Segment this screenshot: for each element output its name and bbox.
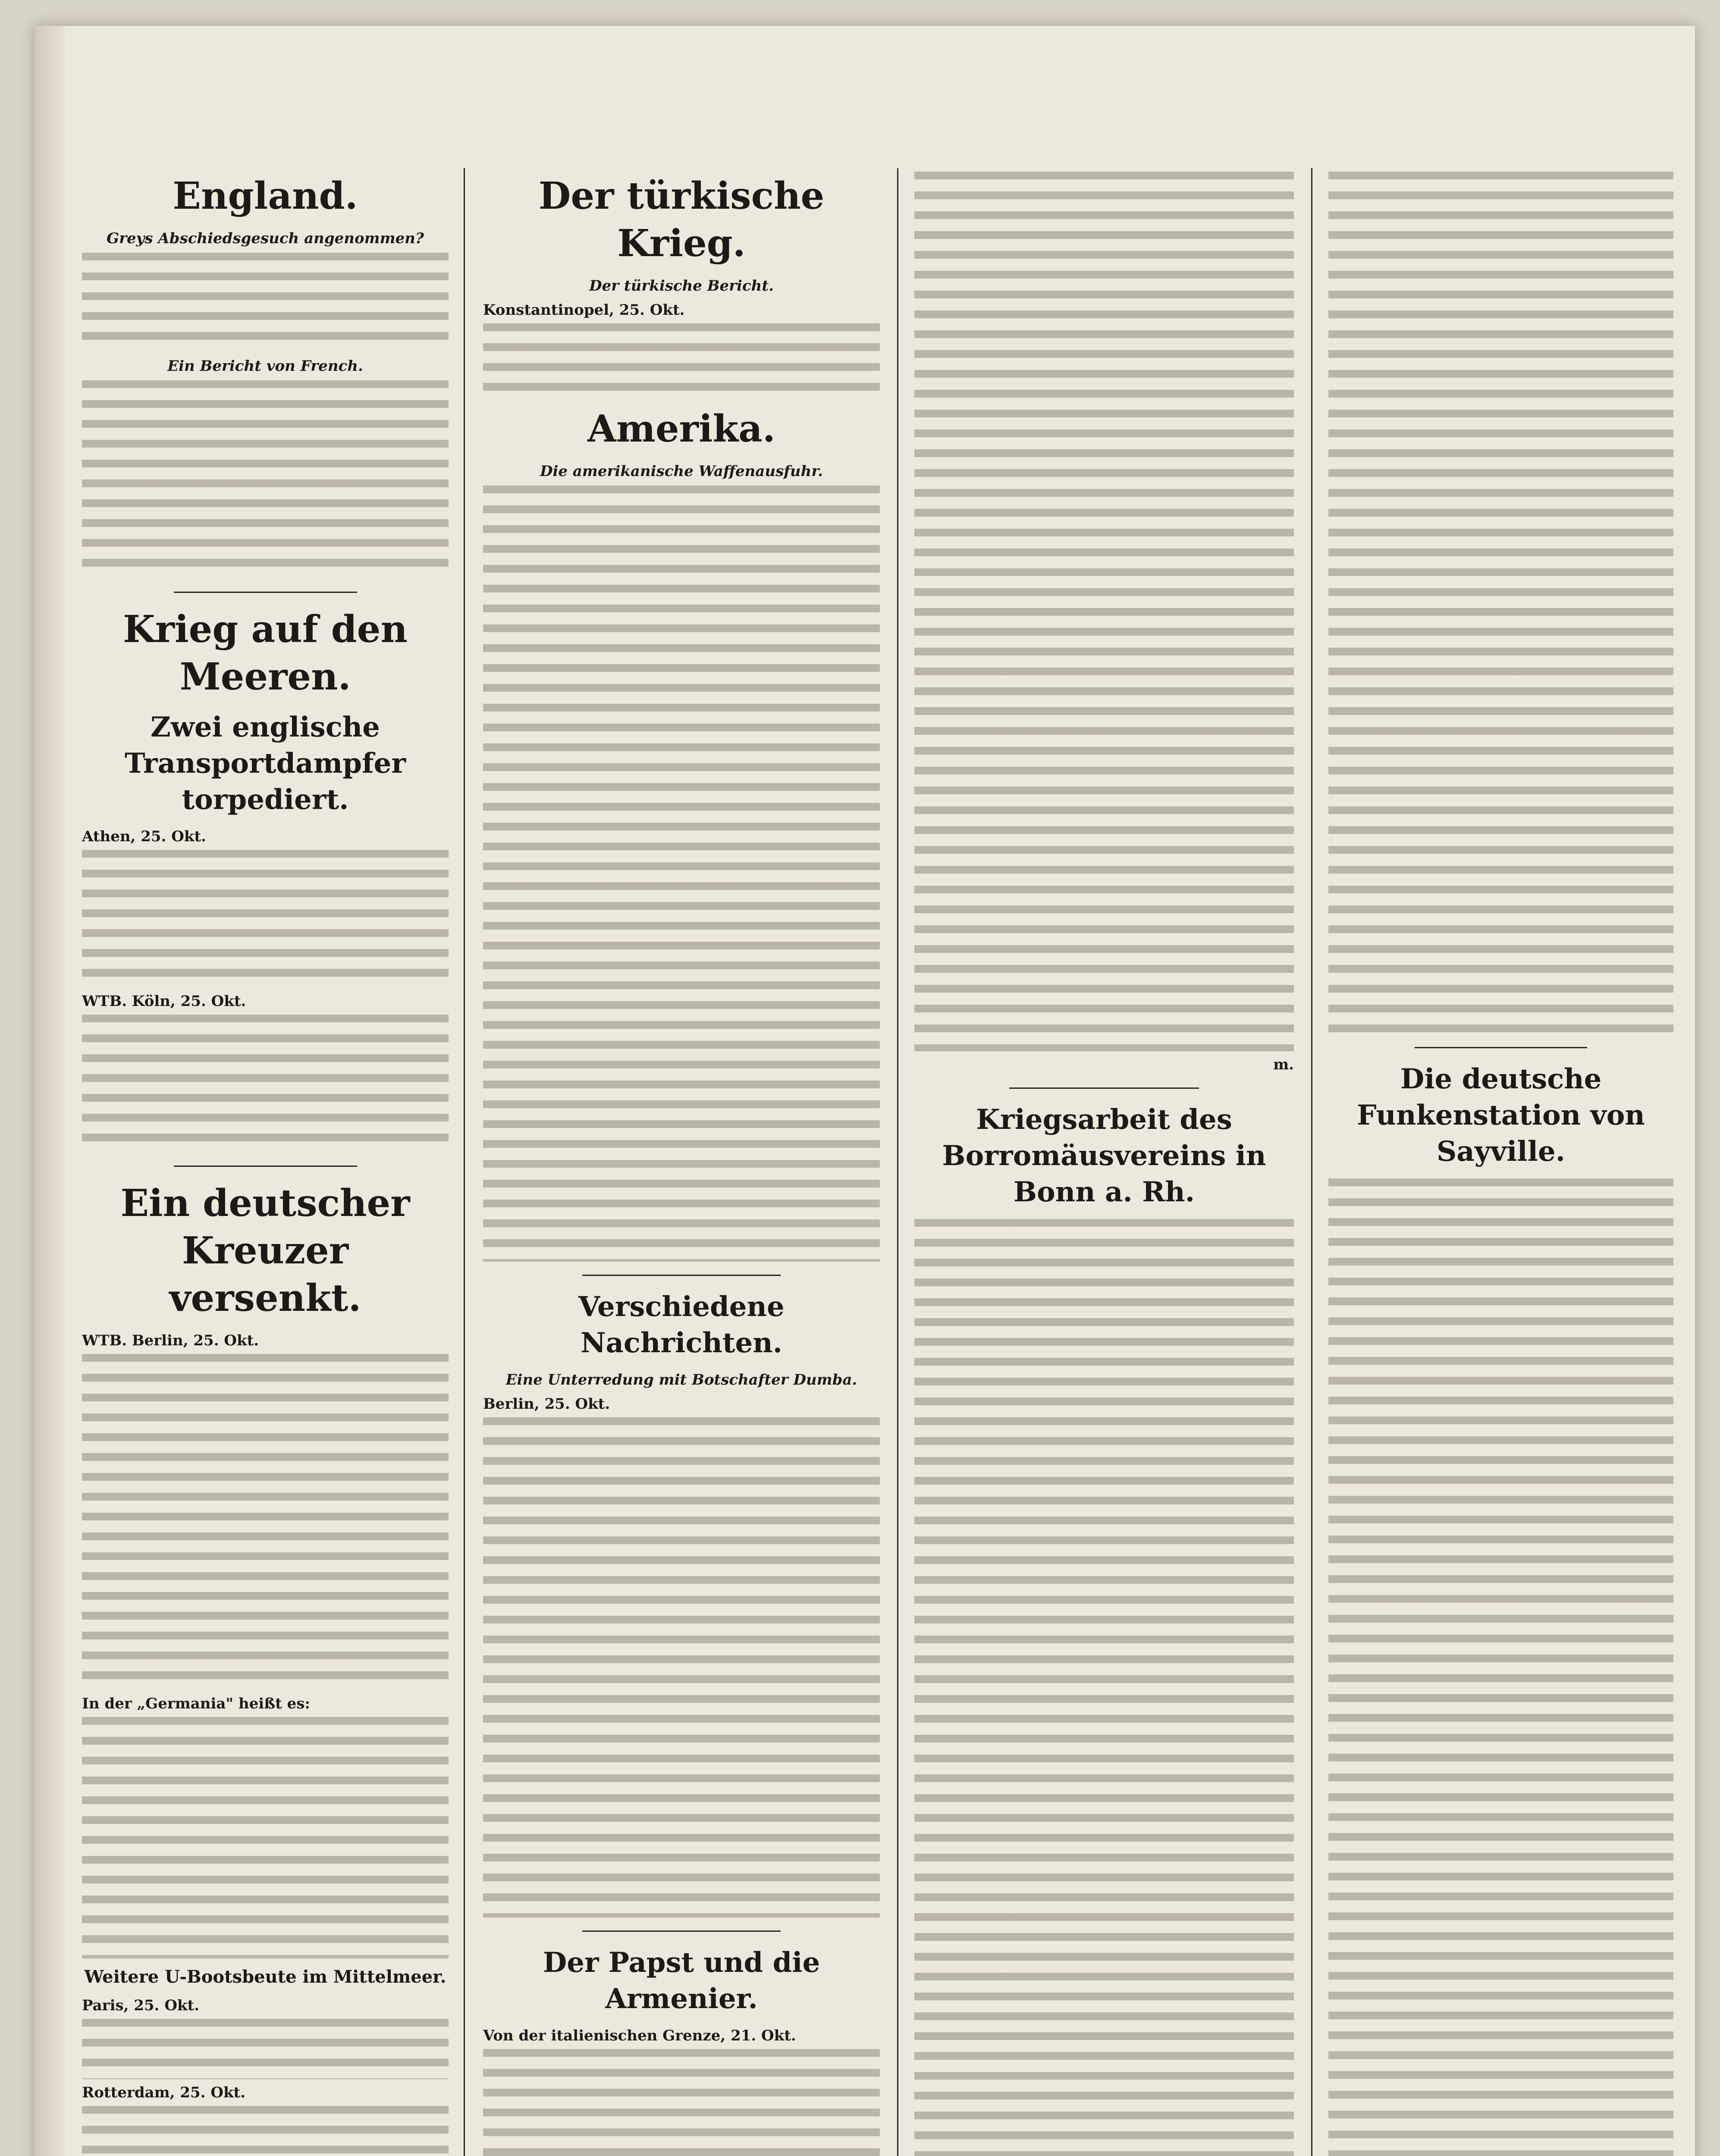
dateline: WTB. Berlin, 25. Okt. <box>82 1332 259 1349</box>
subhead-bericht: Der türkische Bericht. <box>589 277 774 295</box>
signature: m. <box>1273 1056 1294 1073</box>
text-placeholder <box>483 323 880 401</box>
newspaper-page <box>35 26 1695 2156</box>
headline-tuerkisch: Der türkische Krieg. <box>538 174 825 265</box>
separator <box>174 1166 357 1167</box>
dateline: WTB. Köln, 25. Okt. <box>82 993 246 1010</box>
text-placeholder <box>82 253 449 352</box>
text-placeholder <box>914 172 1294 1051</box>
column-3 <box>914 168 1294 2156</box>
headline-transport: Zwei englische Transportdampfer torpediert. <box>124 711 406 816</box>
column-1 <box>82 168 449 2156</box>
text-placeholder <box>82 1717 449 1959</box>
headline-kreuzer: Ein deutscher Kreuzer versenkt. <box>120 1181 410 1320</box>
text-placeholder <box>1328 1178 1673 2156</box>
text-placeholder <box>82 850 449 988</box>
dateline: Konstantinopel, 25. Okt. <box>483 301 685 319</box>
column-rule <box>897 168 898 2156</box>
separator <box>582 1275 781 1276</box>
subhead-ubootsbeute: Weitere U-Bootsbeute im Mittelmeer. <box>84 1967 446 1987</box>
subhead-french: Ein Bericht von French. <box>167 357 363 375</box>
column-rule <box>464 168 465 2156</box>
text-placeholder <box>82 380 449 579</box>
subhead-waffenausfuhr: Die amerikanische Waffenausfuhr. <box>540 463 823 480</box>
separator <box>1415 1047 1587 1048</box>
text-placeholder <box>82 2106 449 2156</box>
text-placeholder <box>82 2019 449 2079</box>
headline-england: England. <box>173 174 358 218</box>
text-placeholder <box>483 2049 880 2156</box>
text-placeholder <box>483 486 880 1262</box>
binding-edge <box>35 26 65 2156</box>
text-placeholder <box>1328 172 1673 1034</box>
column-rule <box>1311 168 1312 2156</box>
dateline: Paris, 25. Okt. <box>82 1997 200 2014</box>
subhead-grey: Greys Abschiedsgesuch angenommen? <box>107 230 424 247</box>
separator <box>582 1930 781 1932</box>
text-placeholder <box>82 1015 449 1153</box>
headline-kriegsarbeit: Kriegsarbeit des Borromäusvereins in Bonn a. Rh. <box>942 1103 1266 1208</box>
dateline: Von der italienischen Grenze, 21. Okt. <box>483 2027 796 2044</box>
column-4 <box>1328 168 1673 2156</box>
text-placeholder <box>82 1354 449 1690</box>
dateline: Athen, 25. Okt. <box>82 828 206 845</box>
subhead-dumba: Eine Unterredung mit Botschafter Dumba. <box>505 1371 857 1388</box>
headline-funkenstation: Die deutsche Funkenstation von Sayville. <box>1357 1063 1645 1168</box>
headline-meeren: Krieg auf den Meeren. <box>122 608 408 699</box>
dateline: Berlin, 25. Okt. <box>483 1395 610 1413</box>
text-placeholder <box>483 1417 880 1918</box>
dateline: Rotterdam, 25. Okt. <box>82 2084 246 2101</box>
separator <box>174 592 357 593</box>
separator <box>1009 1087 1199 1089</box>
headline-papst: Der Papst und die Armenier. <box>543 1946 820 2015</box>
headline-verschiedene: Verschiedene Nachrichten. <box>578 1291 785 1359</box>
column-2 <box>483 168 880 2156</box>
dateline: In der „Germania" heißt es: <box>82 1695 310 1712</box>
headline-amerika: Amerika. <box>587 407 775 451</box>
text-placeholder <box>914 1219 1294 2156</box>
